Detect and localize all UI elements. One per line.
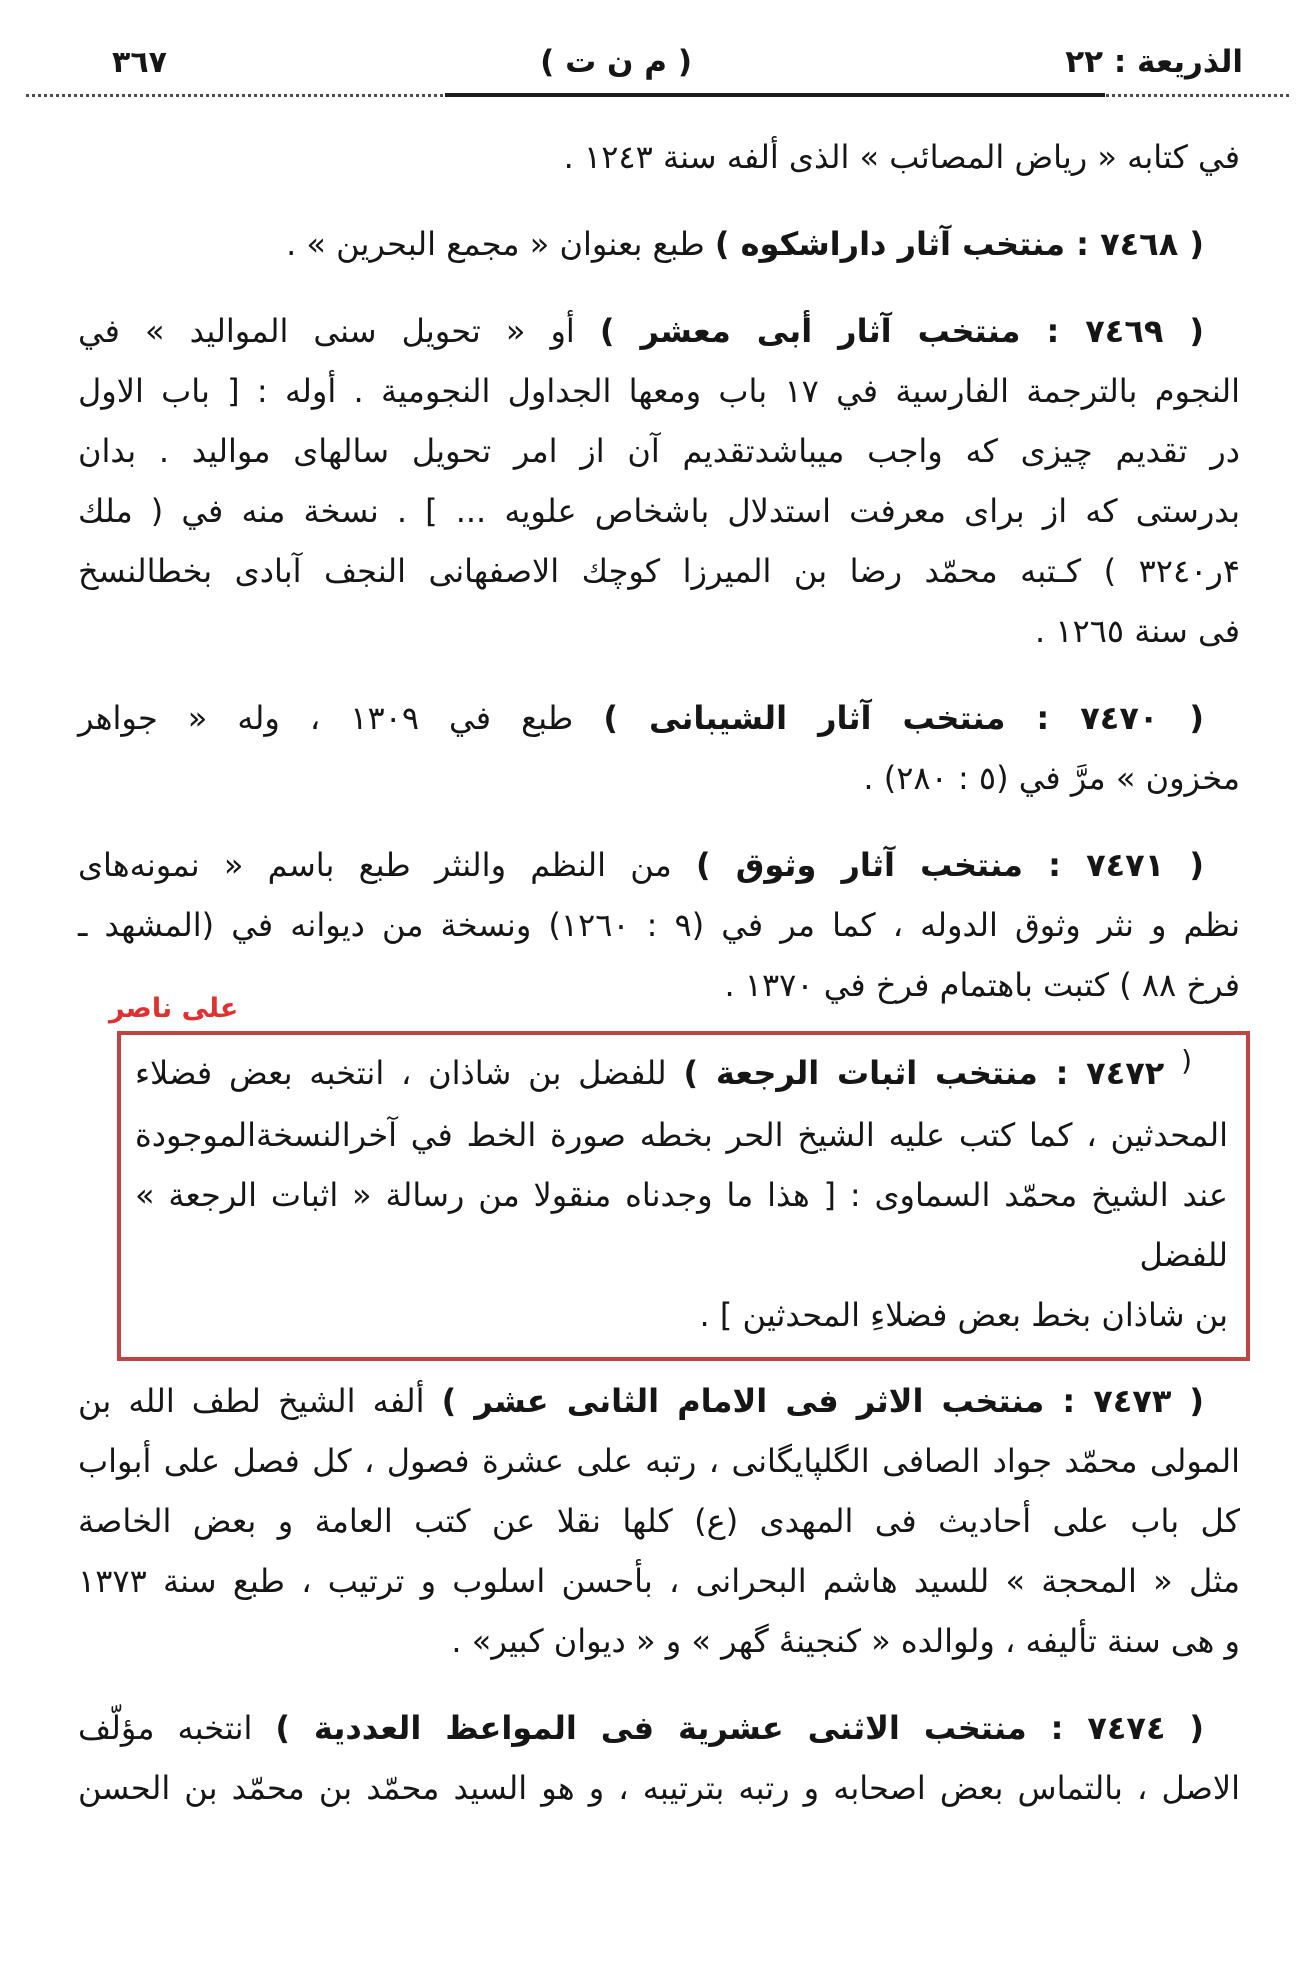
entry-7473-line-3: كل باب على أحاديث فى المهدى (ع) كلها نقلا عن كتب العامة و بعض الخاصة	[78, 1502, 1240, 1540]
entry-7473-head: ( ٧٤٧٣ : منتخب الاثر فى الامام الثانى عشر )	[441, 1382, 1205, 1420]
section-letters: ( م ن ت )	[540, 44, 692, 80]
entry-7474-line-2: الاصل ، بالتماس بعض اصحابه و رتبه بترتيبه ، و هو السيد محمّد بن محمّد بن الحسن	[78, 1769, 1240, 1807]
page-header	[0, 0, 1315, 83]
entry-7470-line-1	[78, 688, 1240, 748]
entry-7469-line-6: فى سنة ١٢٦٥ .	[1034, 612, 1240, 650]
entry-7471-line-2: نظم و نثر وثوق الدوله ، كما مر في (٩ : ١٢٦٠) ونسخة من ديوانه في (المشهد ـ	[78, 906, 1241, 944]
annotation-label: على ناصر	[109, 993, 239, 1024]
header-divider-rule	[0, 91, 1315, 101]
page-number: ٣٦٧	[112, 45, 167, 80]
entry-7468-line-1	[78, 214, 1240, 274]
entry-7469-line-3: در تقديم چيزى كه واجب ميباشدتقديم آن از امر تحويل سالهاى مواليد . بدان	[78, 432, 1240, 470]
entry-7474-line-1	[78, 1698, 1240, 1758]
entry-7472-superscript-paren: (	[1181, 1044, 1193, 1077]
highlight-box	[109, 993, 1250, 1361]
entry-7474-rest: انتخبه مؤلّف	[78, 1709, 276, 1747]
entry-7468-rest: طبع بعنوان « مجمع البحرين » .	[286, 225, 715, 263]
entry-7469-line-1	[78, 301, 1240, 361]
entry-7471-head: ( ٧٤٧١ : منتخب آثار وثوق )	[695, 846, 1205, 884]
entry-7472-line-4: بن شاذان بخط بعض فضلاءِ المحدثين ] .	[699, 1296, 1228, 1334]
entry-7473-line-4: مثل « المحجة » للسيد هاشم البحرانى ، بأحسن اسلوب و ترتيب ، طبع سنة ١٣٧٣	[78, 1562, 1240, 1600]
entry-7469-head: ( ٧٤٦٩ : منتخب آثار أبى معشر )	[599, 312, 1204, 350]
entry-7472-line-1	[135, 1043, 1228, 1105]
entry-7469-rest: أو « تحويل سنى المواليد » في	[78, 312, 600, 350]
entry-7470-line-2: مخزون » مرَّ في (٥ : ٢٨٠) .	[863, 759, 1240, 797]
entry-7470-head: ( ٧٤٧٠ : منتخب آثار الشيبانى )	[603, 699, 1205, 737]
entry-7469-line-2: النجوم بالترجمة الفارسية في ١٧ باب ومعها الجداول النجومية . أوله : [ باب الاول	[78, 372, 1241, 410]
journal-volume-title: الذريعة : ٢٢	[1065, 44, 1243, 80]
entry-7473-rest: ألفه الشيخ لطف الله بن	[78, 1382, 442, 1420]
entry-7474-head: ( ٧٤٧٤ : منتخب الاثنى عشرية فى المواعظ العددية )	[275, 1709, 1205, 1747]
entry-7471-line-3: فرخ ٨٨ ) كتبت باهتمام فرخ في ١٣٧٠ .	[724, 966, 1240, 1004]
entry-7472-rest: للفضل بن شاذان ، انتخبه بعض فضلاء	[135, 1054, 684, 1092]
entry-7468-head: ( ٧٤٦٨ : منتخب آثار داراشكوه )	[714, 225, 1204, 263]
divider-solid-line	[445, 93, 1105, 97]
entry-7471-line-1	[78, 835, 1240, 895]
entry-7473-line-2: المولى محمّد جواد الصافى الگلپايگانى ، رتبه على عشرة فصول ، كل فصل على أبواب	[78, 1442, 1240, 1480]
entry-7473-line-5: و هى سنة تأليفه ، ولوالده « كنجينهٔ گهر » و « ديوان كبير» .	[451, 1622, 1240, 1660]
entry-7470-rest: طبع في ١٣٠٩ ، وله « جواهر	[78, 699, 604, 737]
entry-7472-line-3: عند الشيخ محمّد السماوى : [ هذا ما وجدناه منقولا من رسالة « اثبات الرجعة » للفضل	[135, 1176, 1228, 1274]
body-text	[78, 127, 1240, 1818]
entry-7469-line-5: ۴ر٣٢٤٠ ) كـتبه محمّد رضا بن الميرزا كوچك الاصفهانى النجف آبادى بخطالنسخ	[78, 552, 1240, 590]
entry-7469-line-4: بدرستى كه از براى معرفت استدلال باشخاص علويه ... ] . نسخة منه في ( ملك	[78, 492, 1240, 530]
entry-7472-line-2: المحدثين ، كما كتب عليه الشيخ الحر بخطه صورة الخط في آخرالنسخةالموجودة	[135, 1116, 1228, 1154]
entry-7472-head: ٧٤٧٢ : منتخب اثبات الرجعة )	[683, 1054, 1165, 1092]
entry-7471-rest: من النظم والنثر طبع باسم « نمونه‌هاى	[78, 846, 696, 884]
continuation-line: في كتابه « رياض المصائب » الذى ألفه سنة ١٢٤٣ .	[563, 138, 1240, 176]
entry-7473-line-1	[78, 1371, 1240, 1431]
